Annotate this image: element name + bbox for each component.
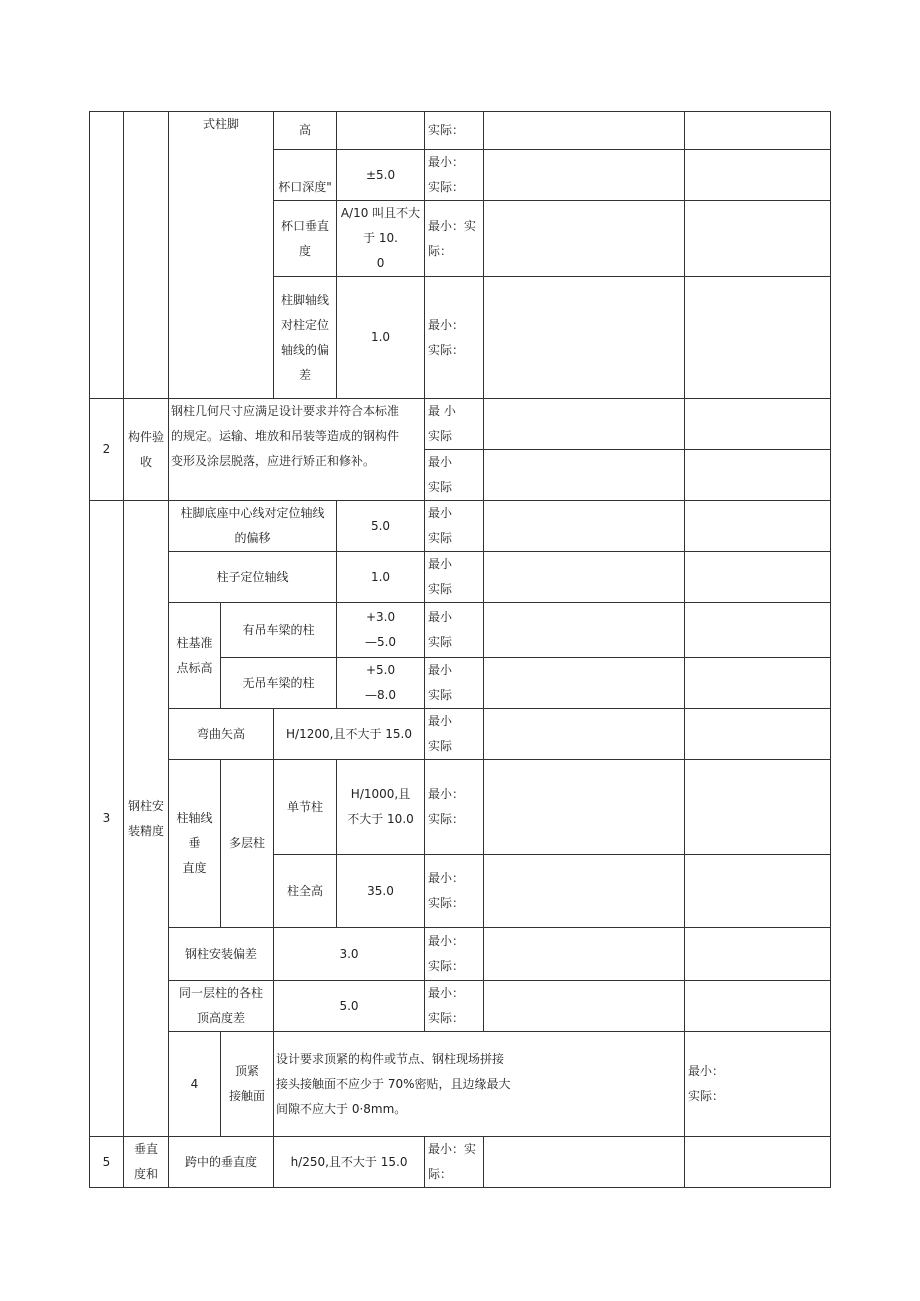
category-cell <box>124 112 169 399</box>
remark-cell <box>685 399 831 450</box>
allow-line: —8.0 <box>364 688 397 702</box>
record-cell <box>484 928 685 981</box>
measure-min: 最小： <box>428 871 465 885</box>
allow-cell: 1.0 <box>337 552 425 603</box>
measure-cell <box>425 399 484 450</box>
item-cell <box>169 981 274 1032</box>
requirement-line: 钢柱几何尺寸应满足设计要求并符合本标准 <box>171 404 400 418</box>
requirement-cell <box>169 399 425 501</box>
record-cell <box>484 277 685 399</box>
measure-cell <box>425 760 484 855</box>
item-cell <box>169 501 337 552</box>
seq-cell: 3 <box>90 501 124 1137</box>
measure-actual: 实际 <box>428 531 453 545</box>
measure-cell <box>425 928 484 981</box>
subitem-cell: 式柱脚 <box>169 112 274 399</box>
allow-cell: ±5.0 <box>337 150 425 201</box>
measure-cell <box>425 277 484 399</box>
allow-line: 0 <box>376 256 385 270</box>
measure-actual: 实际 <box>428 739 453 753</box>
measure-min: 最小 <box>428 663 453 677</box>
measure-cell <box>685 1032 831 1137</box>
allow-cell: 5.0 <box>337 501 425 552</box>
category-line: 构件验 <box>127 429 164 444</box>
measure-actual: 际： <box>428 243 453 258</box>
remark-cell <box>685 855 831 928</box>
table-row <box>90 1032 831 1137</box>
measure-cell <box>425 709 484 760</box>
allow-cell <box>337 112 425 150</box>
item-line: 杯口垂直 <box>281 218 330 233</box>
item-line: 的偏移 <box>234 531 271 545</box>
remark-cell <box>685 201 831 277</box>
measure-cell <box>425 603 484 658</box>
measure-cell <box>425 501 484 552</box>
table-row <box>90 603 831 658</box>
category-cell <box>124 1137 169 1188</box>
allow-line: H/1000,且 <box>350 787 411 801</box>
remark-cell <box>685 450 831 501</box>
category-line: 顶紧 <box>235 1064 260 1078</box>
measure-min: 最小： <box>428 317 465 332</box>
allow-cell <box>337 658 425 709</box>
remark-cell <box>685 658 831 709</box>
remark-cell <box>685 709 831 760</box>
remark-cell <box>685 112 831 150</box>
record-cell <box>484 1137 685 1188</box>
item-cell: 单节柱 <box>274 760 337 855</box>
item-line: 直度 <box>182 861 207 875</box>
allow-cell: 5.0 <box>274 981 425 1032</box>
item-cell: 柱全高 <box>274 855 337 928</box>
measure-actual: 实际 <box>428 480 453 494</box>
record-cell <box>484 150 685 201</box>
table-row <box>90 981 831 1032</box>
item-line: 对柱定位 <box>281 317 330 332</box>
requirement-cell <box>274 1032 685 1137</box>
measure-actual: 实际： <box>428 180 465 194</box>
measure-actual: 际： <box>428 1167 453 1181</box>
measure-actual: 实际： <box>428 1011 465 1025</box>
measure-min: 最小 <box>428 557 453 571</box>
item-cell <box>274 201 337 277</box>
measure-min: 最小 <box>428 714 453 728</box>
item-line: 点标高 <box>176 660 213 675</box>
measure-cell <box>425 855 484 928</box>
item-cell: 有吊车梁的柱 <box>221 603 337 658</box>
measure-cell <box>425 450 484 501</box>
allow-line: +3.0 <box>365 610 396 624</box>
table-row <box>90 1137 831 1188</box>
measure-min: 最小： <box>688 1064 725 1078</box>
measure-min: 最 小 <box>428 404 456 418</box>
measure-actual: 实际 <box>428 582 453 596</box>
record-cell <box>484 112 685 150</box>
category-line: 度和 <box>133 1167 158 1181</box>
measure-actual: 实际： <box>428 896 465 910</box>
record-cell <box>484 201 685 277</box>
table-row <box>90 112 831 150</box>
measure-min: 最小： <box>428 787 465 801</box>
measure-actual: 实际 <box>428 429 453 443</box>
item-cell <box>274 277 337 399</box>
base-elevation-cell <box>169 603 221 709</box>
measure-min: 最小：实 <box>428 1142 477 1156</box>
item-cell: 柱子定位轴线 <box>169 552 337 603</box>
category-line: 收 <box>139 454 152 469</box>
record-cell <box>484 709 685 760</box>
item-line: 垂 <box>188 836 201 850</box>
record-cell <box>484 450 685 501</box>
record-cell <box>484 399 685 450</box>
remark-cell <box>685 981 831 1032</box>
measure-cell <box>425 981 484 1032</box>
measure-cell <box>425 552 484 603</box>
remark-cell <box>685 150 831 201</box>
allow-cell: H/1200,且不大于 15.0 <box>274 709 425 760</box>
remark-cell <box>685 277 831 399</box>
requirement-line: 接头接触面不应少于 70%密贴，且边缘最大 <box>276 1076 511 1091</box>
allow-line: —5.0 <box>364 635 397 649</box>
record-cell <box>484 658 685 709</box>
seq-cell <box>90 112 124 399</box>
record-cell <box>484 760 685 855</box>
allow-cell: 1.0 <box>337 277 425 399</box>
allow-cell: 35.0 <box>337 855 425 928</box>
requirement-line: 间隙不应大于 0·8mm。 <box>276 1101 407 1116</box>
measure-min: 最小： <box>428 934 465 948</box>
remark-cell <box>685 501 831 552</box>
allow-line: A/10 叫且不大 <box>340 206 421 220</box>
measure-min: 最小 <box>428 455 453 469</box>
seq-cell: 2 <box>90 399 124 501</box>
measure-cell <box>425 658 484 709</box>
measure-cell: 实际： <box>425 112 484 150</box>
remark-cell <box>685 603 831 658</box>
allow-cell <box>337 760 425 855</box>
measure-actual: 实际： <box>428 342 465 357</box>
item-line: 度 <box>299 243 312 258</box>
table-row <box>90 709 831 760</box>
inspection-table <box>89 111 831 1188</box>
category-cell <box>124 501 169 1137</box>
measure-min: 最小 <box>428 610 453 624</box>
measure-actual: 实际 <box>428 688 453 702</box>
record-cell <box>484 981 685 1032</box>
item-line: 柱脚轴线 <box>281 292 330 307</box>
measure-min: 最小：实 <box>428 218 477 233</box>
table-row <box>90 552 831 603</box>
category-line: 装精度 <box>127 823 164 838</box>
measure-cell <box>425 150 484 201</box>
allow-cell: h/250,且不大于 15.0 <box>274 1137 425 1188</box>
measure-cell <box>425 1137 484 1188</box>
item-line: 柱轴线 <box>176 811 213 825</box>
allow-line: 于 10. <box>363 231 398 245</box>
requirement-line: 设计要求顶紧的构件或节点、钢柱现场拼接 <box>276 1051 505 1066</box>
seq-cell: 5 <box>90 1137 124 1188</box>
allow-cell <box>337 603 425 658</box>
allow-cell: 3.0 <box>274 928 425 981</box>
item-line: 差 <box>299 367 312 382</box>
record-cell <box>484 552 685 603</box>
allow-cell <box>337 201 425 277</box>
category-cell <box>124 399 169 501</box>
category-line: 接触面 <box>229 1089 266 1103</box>
record-cell <box>484 855 685 928</box>
item-line: 柱脚底座中心线对定位轴线 <box>180 506 325 520</box>
item-cell: 高 <box>274 112 337 150</box>
item-line: 同一层柱的各柱 <box>179 986 264 1000</box>
table-row <box>90 760 831 855</box>
item-cell: 弯曲矢高 <box>169 709 274 760</box>
table-row <box>90 399 831 450</box>
requirement-line: 变形及涂层脱落，应进行矫正和修补。 <box>171 454 376 468</box>
measure-actual: 实际： <box>428 812 465 826</box>
item-cell: 杯口深度" <box>274 150 337 201</box>
item-cell: 无吊车梁的柱 <box>221 658 337 709</box>
item-cell: 钢柱安装偏差 <box>169 928 274 981</box>
table-row <box>90 928 831 981</box>
item-line: 轴线的偏 <box>281 342 330 357</box>
measure-actual: 实际： <box>428 959 465 973</box>
category-cell <box>221 1032 274 1137</box>
measure-min: 最小： <box>428 155 465 169</box>
item-line: 顶高度差 <box>197 1011 246 1025</box>
remark-cell <box>685 760 831 855</box>
category-line: 钢柱安 <box>127 798 164 813</box>
allow-line: 不大于 10.0 <box>347 812 414 826</box>
measure-actual: 实际 <box>428 635 453 649</box>
record-cell <box>484 501 685 552</box>
remark-cell <box>685 552 831 603</box>
measure-cell <box>425 201 484 277</box>
requirement-line: 的规定。运输、堆放和吊装等造成的钢构件 <box>171 429 400 443</box>
table-row <box>90 501 831 552</box>
multi-story-cell: 多层柱 <box>221 760 274 928</box>
remark-cell <box>685 1137 831 1188</box>
measure-min: 最小： <box>428 986 465 1000</box>
item-line: 柱基准 <box>176 635 213 650</box>
allow-line: +5.0 <box>365 663 396 677</box>
item-cell: 跨中的垂直度 <box>169 1137 274 1188</box>
measure-actual: 实际： <box>688 1089 725 1103</box>
seq-cell: 4 <box>169 1032 221 1137</box>
measure-min: 最小 <box>428 506 453 520</box>
category-line: 垂直 <box>133 1142 158 1156</box>
record-cell <box>484 603 685 658</box>
remark-cell <box>685 928 831 981</box>
axis-verticality-cell <box>169 760 221 928</box>
